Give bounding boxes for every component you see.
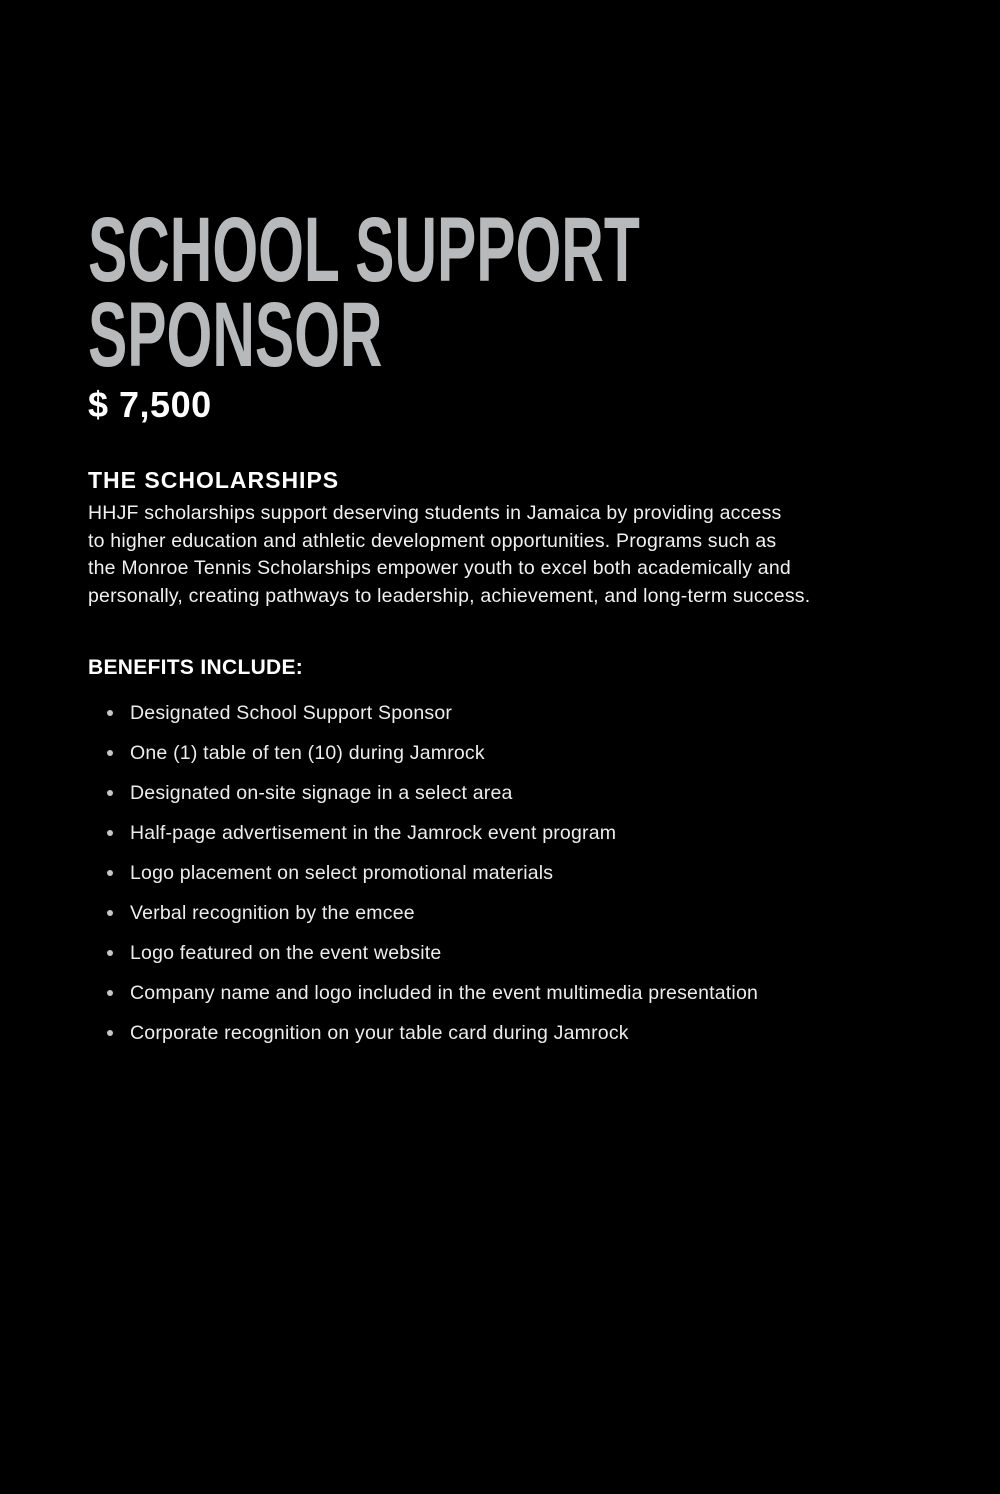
scholarships-description bbox=[88, 500, 912, 610]
bullet-icon bbox=[107, 830, 113, 836]
sponsorship-price: $ 7,500 bbox=[88, 384, 212, 425]
bullet-icon bbox=[107, 870, 113, 876]
benefit-item bbox=[88, 773, 912, 813]
benefit-item-label: Corporate recognition on your table card during Jamrock bbox=[130, 1021, 629, 1044]
bullet-icon bbox=[107, 1030, 113, 1036]
page-title-line-1: SCHOOL SUPPORT bbox=[88, 199, 640, 301]
benefit-item-label: Designated School Support Sponsor bbox=[130, 701, 453, 724]
benefit-item bbox=[88, 693, 912, 733]
bullet-icon bbox=[107, 790, 113, 796]
benefit-item bbox=[88, 973, 912, 1013]
benefit-item-label: Designated on-site signage in a select area bbox=[130, 781, 513, 804]
benefits-heading: BENEFITS INCLUDE: bbox=[88, 656, 304, 679]
benefit-item-label: Half-page advertisement in the Jamrock event program bbox=[130, 821, 617, 844]
bullet-icon bbox=[107, 750, 113, 756]
benefit-item-label: Company name and logo included in the event multimedia presentation bbox=[130, 981, 759, 1004]
bullet-icon bbox=[107, 910, 113, 916]
benefit-item-label: Logo placement on select promotional materials bbox=[130, 861, 554, 884]
benefit-item bbox=[88, 933, 912, 973]
scholarships-description-line: HHJF scholarships support deserving students in Jamaica by providing access bbox=[88, 502, 782, 524]
benefits-list bbox=[88, 693, 912, 1053]
benefit-item bbox=[88, 893, 912, 933]
scholarships-heading: THE SCHOLARSHIPS bbox=[88, 467, 340, 493]
page-content bbox=[0, 199, 1000, 1053]
benefit-item-label: One (1) table of ten (10) during Jamrock bbox=[130, 741, 485, 764]
scholarships-description-line: personally, creating pathways to leadership, achievement, and long-term success. bbox=[88, 584, 811, 607]
benefit-item bbox=[88, 853, 912, 893]
benefit-item bbox=[88, 733, 912, 773]
benefit-item-label: Logo featured on the event website bbox=[130, 941, 442, 964]
page-title bbox=[88, 199, 640, 386]
page-title-line-2: SPONSOR bbox=[88, 284, 383, 386]
bullet-icon bbox=[107, 710, 113, 716]
scholarships-description-line: the Monroe Tennis Scholarships empower youth to excel both academically and bbox=[88, 557, 791, 579]
benefit-item-label: Verbal recognition by the emcee bbox=[130, 901, 415, 924]
benefit-item bbox=[88, 813, 912, 853]
benefit-item bbox=[88, 1013, 912, 1053]
bullet-icon bbox=[107, 950, 113, 956]
sponsor-page bbox=[0, 199, 1000, 1494]
scholarships-description-line: to higher education and athletic development opportunities. Programs such as bbox=[88, 529, 777, 552]
bullet-icon bbox=[107, 990, 113, 996]
